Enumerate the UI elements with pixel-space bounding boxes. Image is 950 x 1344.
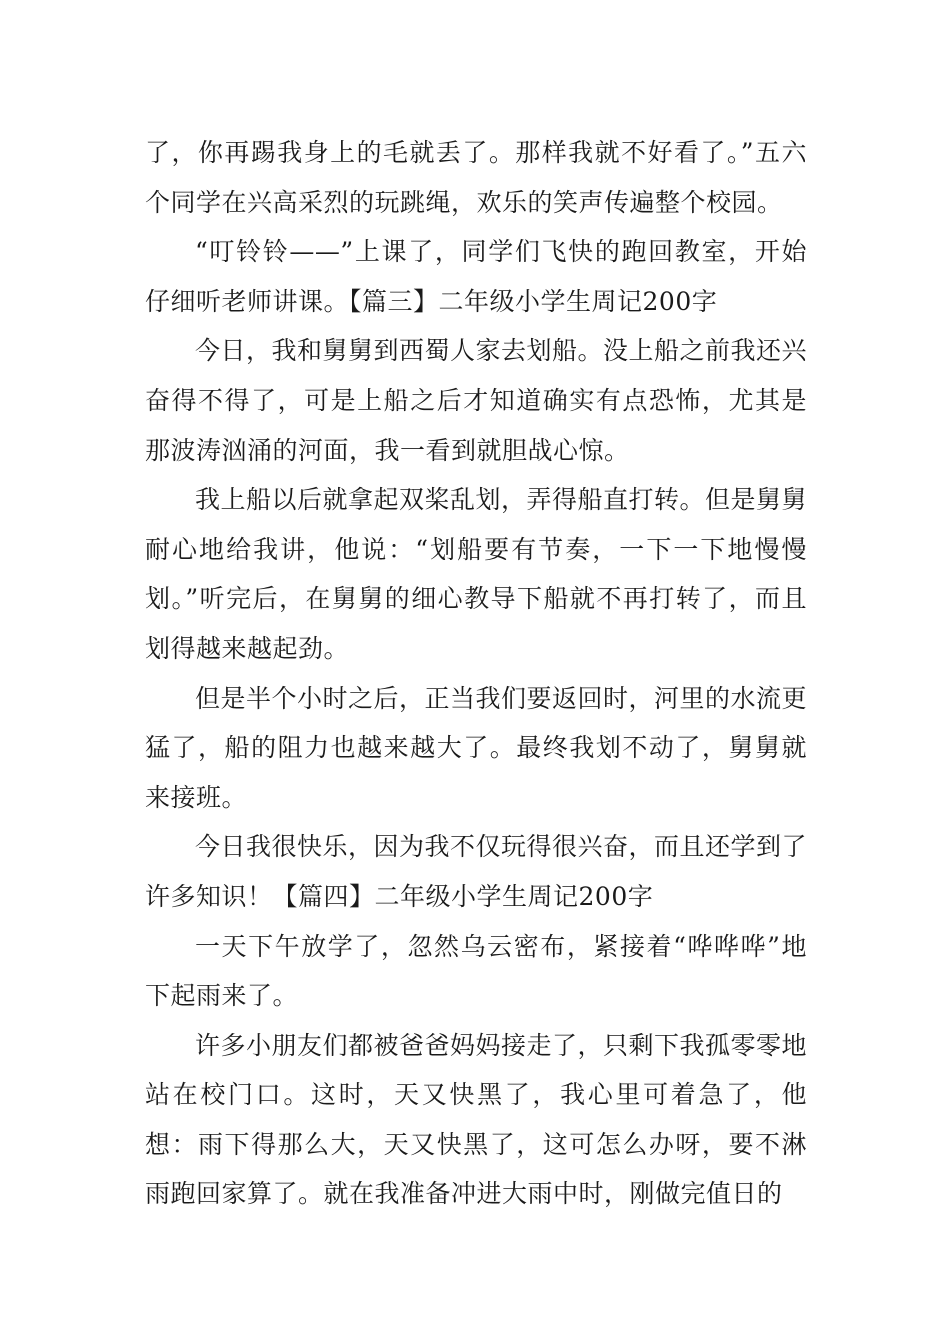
paragraph-1: 了，你再踢我身上的毛就丢了。那样我就不好看了。”五六个同学在兴高采烈的玩跳绳，欢乐的笑声传遍整个校园。: [145, 138, 807, 217]
paragraph-6: 今日我很快乐，因为我不仅玩得很兴奋，而且还学到了许多知识！【篇四】二年级小学生周记200字: [145, 832, 808, 911]
paragraph-4: 我上船以后就拿起双桨乱划，弄得船直打转。但是舅舅耐心地给我讲，他说：“划船要有节奏，一下一下地慢慢划。”听完后，在舅舅的细心教导下船就不再打转了，而且划得越来越起劲。: [145, 485, 808, 663]
paragraph-7: 一天下午放学了，忽然乌云密布，紧接着“哗哗哗”地下起雨来了。: [145, 931, 807, 1011]
document-body: [145, 128, 807, 1219]
paragraph-5: 但是半个小时之后，正当我们要返回时，河里的水流更猛了，船的阻力也越来越大了。最终我划不动了，舅舅就来接班。: [145, 683, 808, 812]
paragraph-8: 许多小朋友们都被爸爸妈妈接走了，只剩下我孤零零地站在校门口。这时，天又快黑了，我心里可着急了，他想：雨下得那么大，天又快黑了，这可怎么办呀，要不淋雨跑回家算了。就在我准备冲进大雨中时，刚做完值日的: [145, 1030, 808, 1209]
paragraph-2: “叮铃铃——”上课了，同学们飞快的跑回教室，开始仔细听老师讲课。【篇三】二年级小学生周记200字: [145, 237, 807, 316]
paragraph-3: 今日，我和舅舅到西蜀人家去划船。没上船之前我还兴奋得不得了，可是上船之后才知道确实有点恐怖，尤其是那波涛汹涌的河面，我一看到就胆战心惊。: [145, 336, 808, 465]
